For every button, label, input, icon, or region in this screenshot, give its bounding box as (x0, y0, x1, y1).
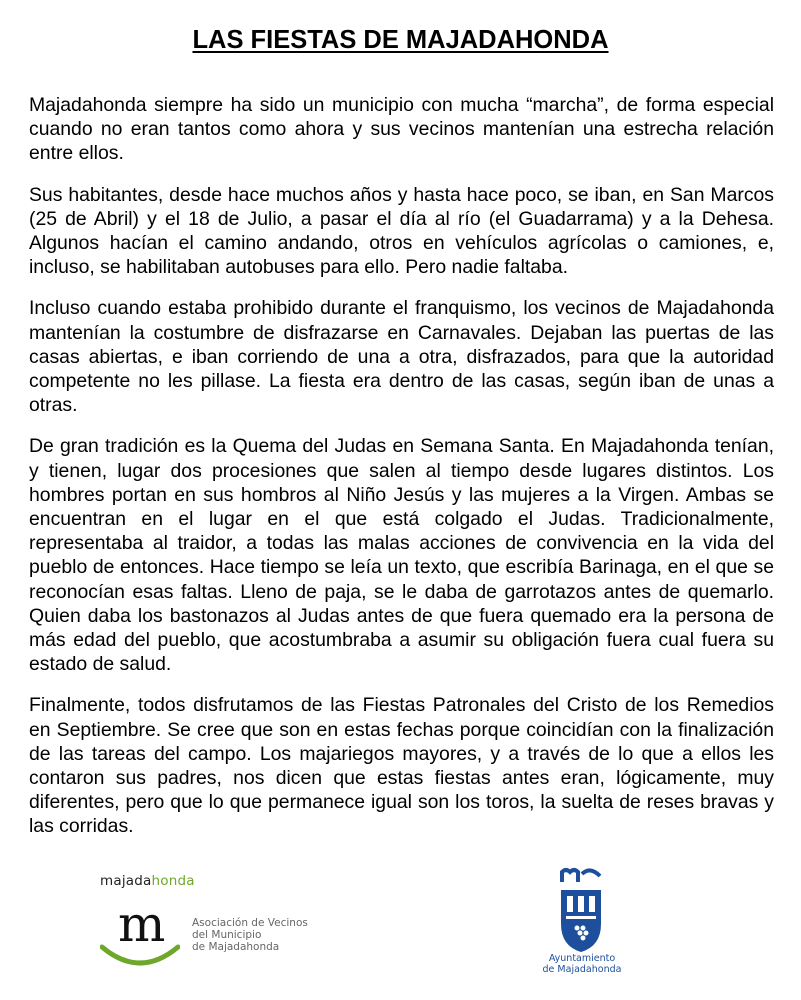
association-line-3: de Majadahonda (192, 941, 280, 953)
brand-wordmark (100, 873, 195, 889)
paragraph-carnavales: Incluso cuando estaba prohibido durante el franquismo, los vecinos de Majadahonda mantenían la costumbre de disfrazarse en Carnavales. Dejaban las puertas de las casas abiertas, e iban corriendo de una a otra, disfrazados, para que la autoridad competente no les pillase. La fiesta era dentro de las casas, según iban de unas a otras. (29, 297, 774, 417)
document-body (29, 93, 774, 856)
asociacion-vecinos-logo (100, 873, 340, 973)
paragraph-fiestas-patronales: Finalmente, todos disfrutamos de las Fiestas Patronales del Cristo de los Remedios en Septiembre. Se cree que son en estas fechas porque coincidían con la finalización de las tareas del campo. Los majariegos mayores, y a través de lo que a ellos les contaron sus padres, nos dicen que estas fiestas antes eran, lógicamente, muy diferentes, pero que lo que permanece igual son los toros, la suelta de reses bravas y las corridas. (29, 694, 774, 838)
brand-wordmark-dark: majada (100, 873, 152, 889)
association-line-1: Asociación de Vecinos (192, 917, 308, 929)
ayuntamiento-crest-icon (558, 866, 604, 954)
ayuntamiento-line-2: de Majadahonda (542, 964, 622, 975)
association-name (192, 917, 308, 953)
paragraph-romerias: Sus habitantes, desde hace muchos años y hasta hace poco, se iban, en San Marcos (25 de Abril) y el 18 de Julio, a pasar el día al río (el Guadarrama) y a la Dehesa. Algunos hacían el camino andando, otros en vehículos agrícolas o camiones, e, incluso, se habilitaban autobuses para ello. Pero nadie faltaba. (29, 183, 774, 279)
ayuntamiento-line-1: Ayuntamiento (548, 953, 616, 964)
paragraph-quema-judas: De gran tradición es la Quema del Judas en Semana Santa. En Majadahonda tenían, y tienen, lugar dos procesiones que salen al tiempo desde lugares distintos. Los hombres portan en sus hombros al Niño Jesús y las mujeres a la Virgen. Ambas se encuentran en el lugar en el que está colgado el Judas. Tradicionalmente, representaba al traidor, a todas las malas acciones de convivencia en la vida del pueblo de entonces. Hace tiempo se leía un texto, que escribía Barinaga, en el que se reconocían esas faltas. Lleno de paja, se le daba de garrotazos antes de quemarlo. Quien daba los bastonazos al Judas antes de que fuera quemado era la persona de más edad del pueblo, que acostumbraba a asumir su obligación fuera cual fuera su estado de salud. (29, 435, 774, 676)
ayuntamiento-logo (536, 866, 628, 976)
ayuntamiento-name (536, 953, 628, 975)
brand-m-letter: m (118, 897, 166, 953)
brand-m-icon (100, 897, 180, 969)
brand-wordmark-green: honda (151, 873, 195, 889)
paragraph-intro: Majadahonda siempre ha sido un municipio con mucha “marcha”, de forma especial cuando no eran tantos como ahora y sus vecinos mantenían una estrecha relación entre ellos. (29, 94, 774, 165)
association-line-2: del Municipio (192, 929, 262, 941)
document-title: LAS FIESTAS DE MAJADAHONDA (192, 26, 609, 54)
